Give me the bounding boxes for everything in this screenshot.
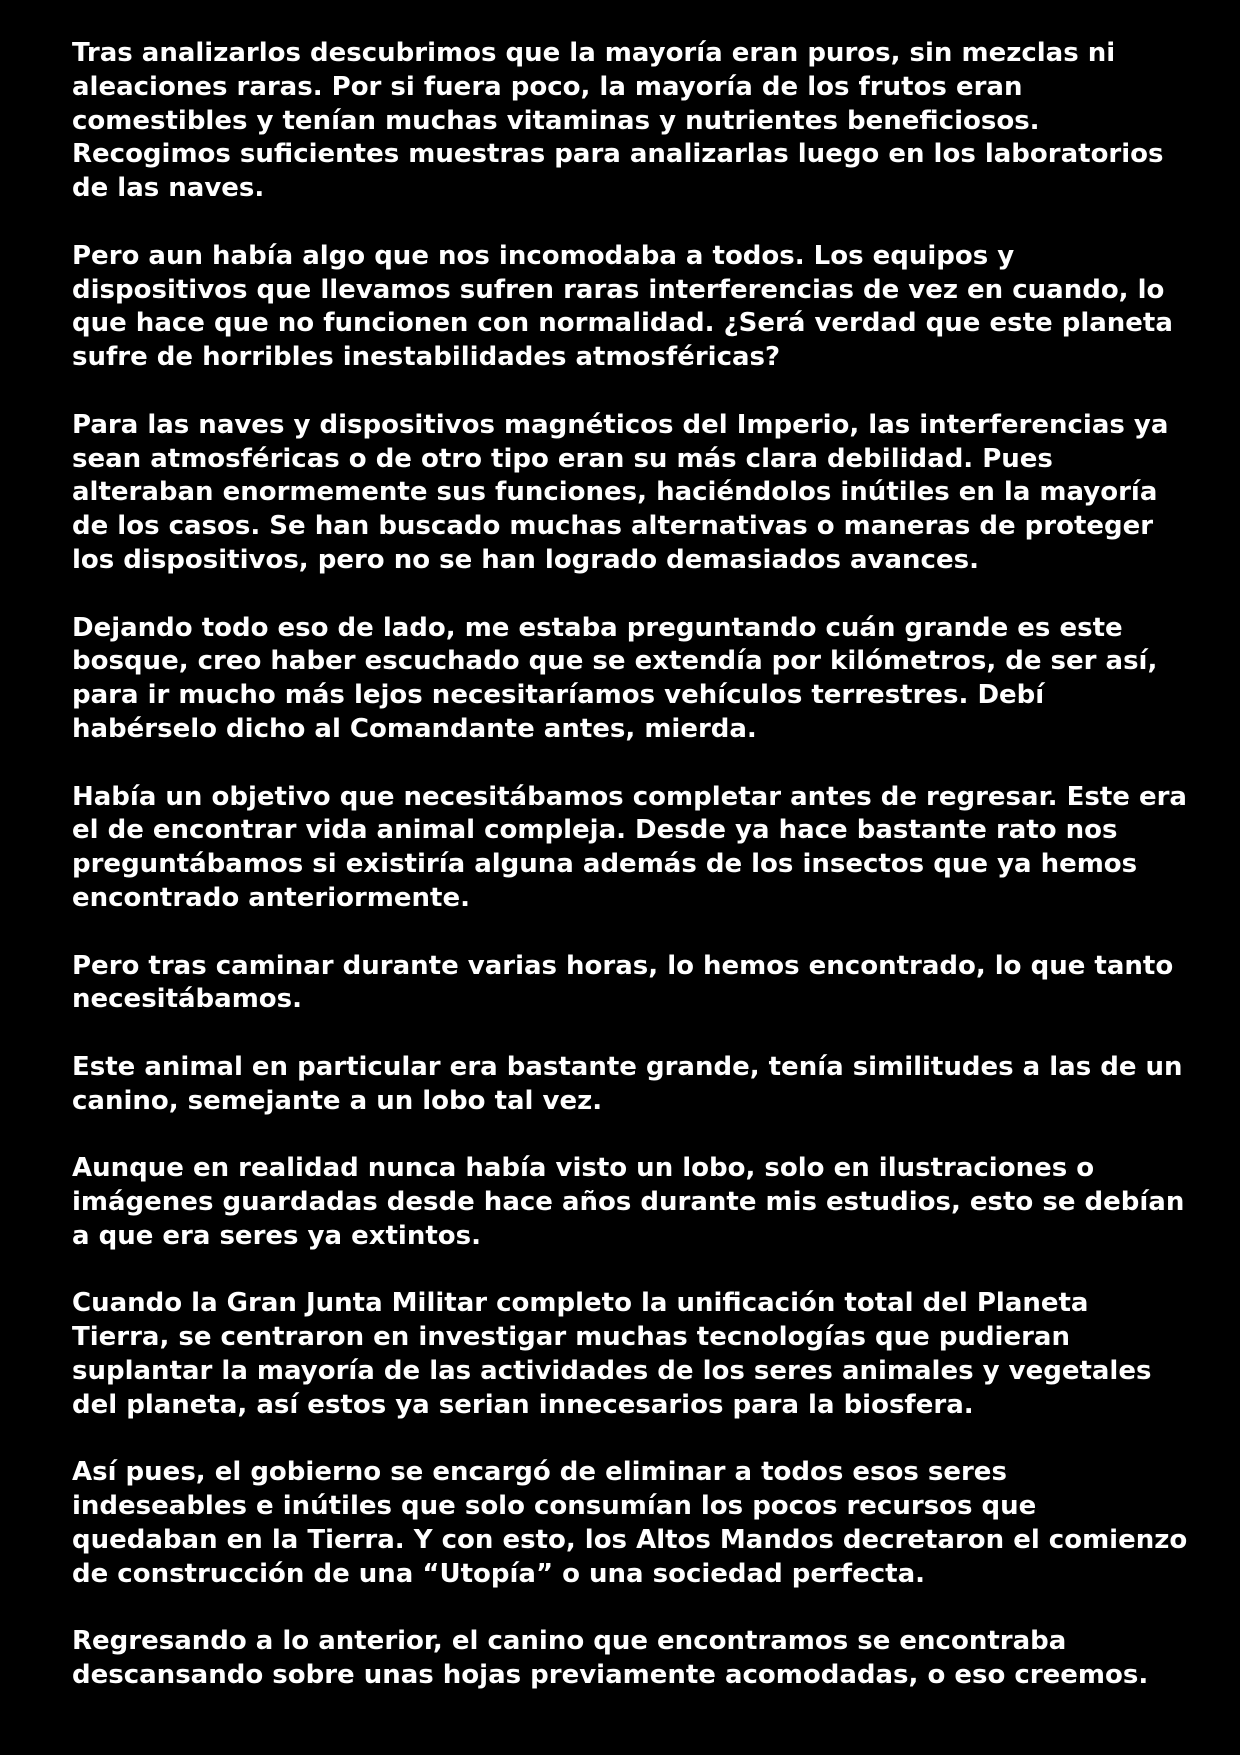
paragraph-7: Este animal en particular era bastante grande, tenía similitudes a las de un canino, semejante a un lobo tal vez. — [72, 1051, 1183, 1116]
paragraph-4: Dejando todo eso de lado, me estaba preguntando cuán grande es este bosque, creo haber escuchado que se extendía por kilómetros, de ser así, para ir mucho más lejos necesitaríamos vehículos terrestres. Debí habérselo dicho al Comandante antes, mierda. — [72, 612, 1158, 744]
paragraph-3: Para las naves y dispositivos magnéticos del Imperio, las interferencias ya sean atmosféricas o de otro tipo eran su más clara debilidad. Pues alteraban enormemente sus funciones, haciéndolos inútiles en la mayoría de los casos. Se han buscado muchas alternativas o maneras de proteger los dispositivos, pero no se han logrado demasiados avances. — [72, 409, 1169, 575]
paragraph-1: Tras analizarlos descubrimos que la mayoría eran puros, sin mezclas ni aleaciones raras. Por si fuera poco, la mayoría de los frutos eran comestibles y tenían muchas vitaminas y nutrientes beneficiosos. Recogimos suficientes muestras para analizarlas luego en los laboratorios de las naves. — [72, 38, 1164, 204]
paragraph-5: Había un objetivo que necesitábamos completar antes de regresar. Este era el de encontrar vida animal compleja. Desde ya hace bastante rato nos preguntábamos si existiría alguna además de los insectos que ya hemos encontrado anteriormente. — [72, 781, 1187, 913]
paragraph-6: Pero tras caminar durante varias horas, lo hemos encontrado, lo que tanto necesitábamos. — [72, 950, 1174, 1015]
paragraph-8: Aunque en realidad nunca había visto un lobo, solo en ilustraciones o imágenes guardadas desde hace años durante mis estudios, esto se debían a que era seres ya extintos. — [72, 1153, 1185, 1251]
paragraph-10: Así pues, el gobierno se encargó de eliminar a todos esos seres indeseables e inútiles que solo consumían los pocos recursos que quedaban en la Tierra. Y con esto, los Altos Mandos decretaron el comienzo de construcción de una “Utopía” o una sociedad perfecta. — [72, 1457, 1188, 1589]
paragraph-9: Cuando la Gran Junta Militar completo la unificación total del Planeta Tierra, se centraron en investigar muchas tecnologías que pudieran suplantar la mayoría de las actividades de los seres animales y vegetales del planeta, así estos ya serian innecesarios para la biosfera. — [72, 1288, 1152, 1420]
paragraph-11: Regresando a lo anterior, el canino que encontramos se encontraba descansando sobre unas hojas previamente acomodadas, o eso creemos. — [72, 1626, 1149, 1691]
paragraph-2: Pero aun había algo que nos incomodaba a todos. Los equipos y dispositivos que llevamos sufren raras interferencias de vez en cuando, lo que hace que no funcionen con normalidad. ¿Será verdad que este planeta sufre de horribles inestabilidades atmosféricas? — [72, 240, 1173, 373]
